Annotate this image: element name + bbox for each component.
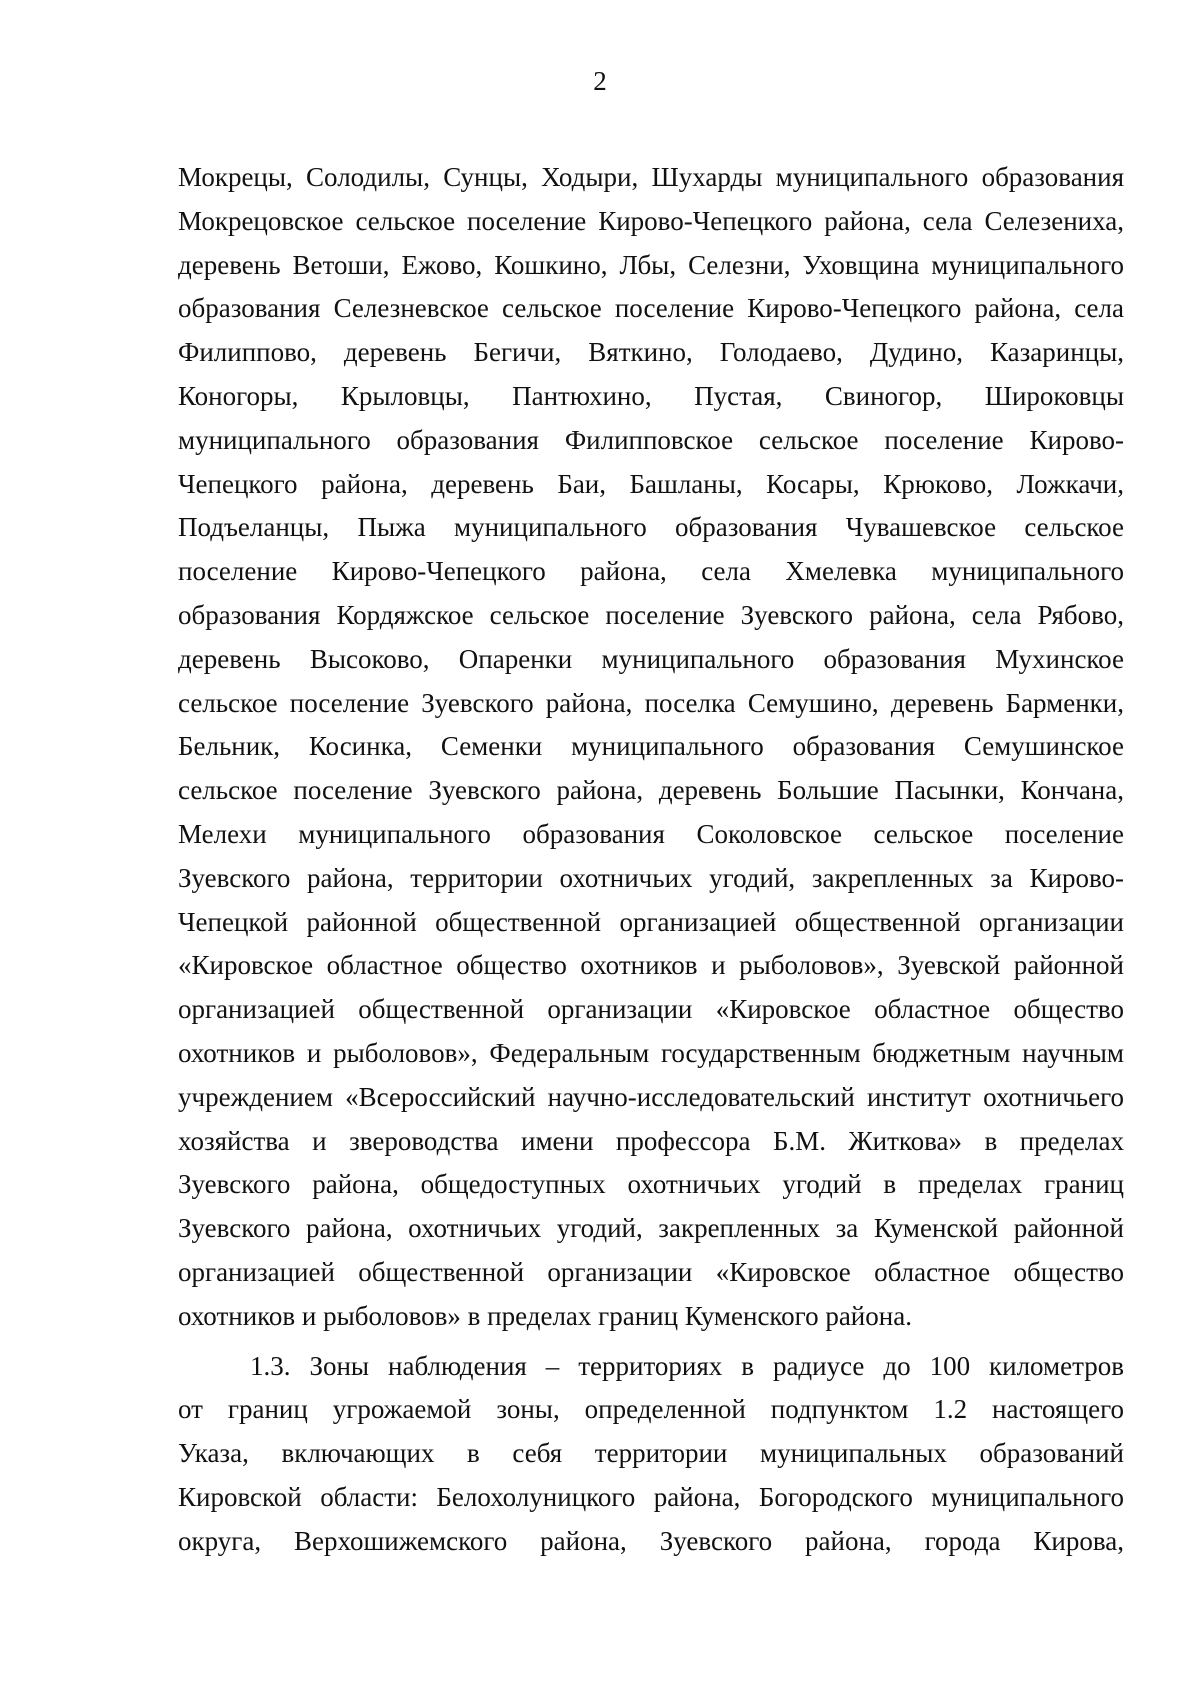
text-line: охотников и рыболовов», Федеральным государственным бюджетным научным [178,1037,1124,1068]
text-line: Чепецкого района, деревень Баи, Башланы, Косары, Крюково, Ложкачи, [178,468,1124,499]
text-line: сельское поселение Зуевского района, деревень Большие Пасынки, Кончана, [178,775,1124,806]
text-line: деревень Ветоши, Ежово, Кошкино, Лбы, Селезни, Уховщина муниципального [178,249,1124,280]
document-body [178,156,1124,1564]
text-line: Кировской области: Белохолуницкого района, Богородского муниципального [178,1481,1124,1512]
text-line: Зуевского района, территории охотничьих угодий, закрепленных за Кирово- [178,862,1124,893]
text-line: 1.3. Зоны наблюдения – территориях в радиусе до 100 километров [250,1350,1124,1381]
text-line: сельское поселение Зуевского района, поселка Семушино, деревень Барменки, [178,687,1124,718]
paragraph-1 [178,156,1124,1339]
text-line: округа, Верхошижемского района, Зуевского района, города Кирова, [178,1525,1124,1556]
text-line: организацией общественной организации «Кировское областное общество [178,1256,1124,1287]
text-line: Зуевского района, охотничьих угодий, закрепленных за Куменской районной [178,1213,1124,1244]
text-line: «Кировское областное общество охотников и рыболовов», Зуевской районной [178,950,1124,981]
text-line: от границ угрожаемой зоны, определенной подпунктом 1.2 настоящего [178,1394,1124,1425]
text-line: Мелехи муниципального образования Соколовское сельское поселение [178,818,1124,849]
text-line: Чепецкой районной общественной организацией общественной организации [178,906,1124,937]
text-line: Указа, включающих в себя территории муниципальных образований [178,1438,1124,1469]
text-line: Зуевского района, общедоступных охотничьих угодий в пределах границ [178,1169,1124,1200]
text-line: поселение Кирово-Чепецкого района, села Хмелевка муниципального [178,556,1124,587]
text-line: охотников и рыболовов» в пределах границ Куменского района. [178,1300,912,1331]
text-line: муниципального образования Филипповское сельское поселение Кирово- [178,424,1124,455]
text-line: Бельник, Косинка, Семенки муниципального образования Семушинское [178,731,1124,762]
text-line: деревень Высоково, Опаренки муниципального образования Мухинское [178,643,1124,674]
text-line: Подъеланцы, Пыжа муниципального образования Чувашевское сельское [178,512,1124,543]
text-line: Мокрецы, Солодилы, Сунцы, Ходыри, Шухарды муниципального образования [178,162,1124,192]
text-line: хозяйства и звероводства имени профессора Б.М. Житкова» в пределах [178,1125,1124,1156]
page-number: 2 [593,66,607,96]
text-line: организацией общественной организации «Кировское областное общество [178,994,1124,1025]
text-line: Филиппово, деревень Бегичи, Вяткино, Голодаево, Дудино, Казаринцы, [178,337,1124,368]
text-line: образования Кордяжское сельское поселение Зуевского района, села Рябово, [178,599,1124,630]
text-line: учреждением «Всероссийский научно-исследовательский институт охотничьего [178,1081,1124,1112]
paragraph-2 [178,1345,1124,1564]
text-line: Мокрецовское сельское поселение Кирово-Чепецкого района, села Селезениха, [178,205,1124,236]
text-line: образования Селезневское сельское поселение Кирово-Чепецкого района, села [178,293,1124,324]
text-line: Коногоры, Крыловцы, Пантюхино, Пустая, Свиногор, Широковцы [178,380,1124,411]
